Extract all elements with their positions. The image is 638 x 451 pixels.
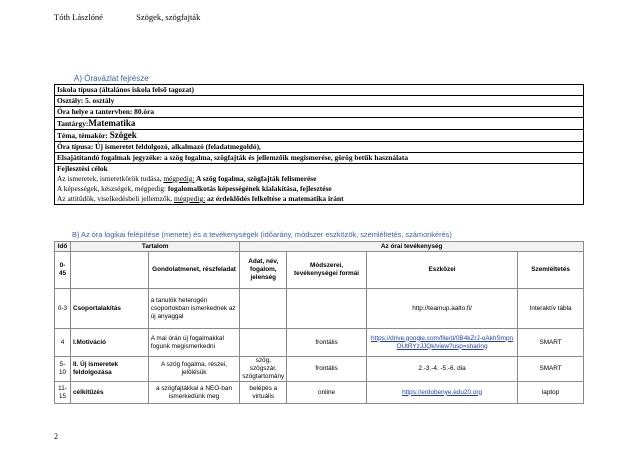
row-method: online (287, 382, 367, 404)
goal-knowledge-link: mégpedig: (163, 174, 195, 183)
row-concept: belépés a virtuális (240, 382, 287, 404)
theme-label: Téma, témakör: (57, 131, 110, 140)
table-row (55, 289, 584, 329)
table-row (55, 382, 584, 404)
lesson-place: Óra helye a tantervben: 80.óra (55, 107, 584, 118)
subject-row (55, 118, 584, 130)
goal-attitudes (55, 194, 584, 205)
goal-knowledge-text: A szög fogalma, szögfajták felismerése (194, 174, 317, 183)
subheader-method: Módszerei, tevékenységei formái (287, 252, 367, 289)
goal-knowledge (55, 174, 584, 184)
row-tools-link[interactable]: https://drive.google.com/file/d/0B4kZrJ-oAkhSmpnOUtRYzJJQk/view?usp=sharing (366, 329, 517, 357)
concepts-label: Elsajátítandó fogalmak jegyzéke: (57, 153, 163, 162)
school-type: Iskola típusa (általános iskola felső tagozat) (55, 85, 584, 96)
goal-skills-intro: A képességek, készségek, mégpedig: (57, 184, 168, 193)
row-method: frontális (287, 329, 367, 357)
row-method: frontális (287, 357, 367, 382)
row-time: 4 (55, 329, 71, 357)
theme-value: Szögek (109, 130, 137, 140)
row-tools-link[interactable]: https://erdobenye.edu20.org (366, 382, 517, 404)
subheader-tools: Eszközei (366, 252, 517, 289)
row-method (287, 289, 367, 329)
lesson-type: Óra típusa: Új ismeretet feldolgozó, alkalmazó (feladatmegoldó), (55, 142, 584, 153)
row-time: 0-3 (55, 289, 71, 329)
section-b-title: B) Az óra logikai felépítése (menete) és a tevékenységek (időarány, módszer eszközök, szemléltetés, számonkérés) (72, 230, 452, 239)
subheader-concept: Adat, név, fogalom, jelenség (240, 252, 287, 289)
plan-header-row (55, 242, 584, 252)
table-row (55, 357, 584, 382)
subheader-visual: Szemléltetés (518, 252, 584, 289)
header-content: Tartalom (70, 242, 239, 252)
plan-subheader-row (55, 252, 584, 289)
row-tools: 2.-3.-4. -5.-6. dia (366, 357, 517, 382)
goal-skills (55, 184, 584, 194)
row-concept (240, 289, 287, 329)
row-time: 11-15 (55, 382, 71, 404)
row-time: 5-10 (55, 357, 71, 382)
row-concept (240, 329, 287, 357)
goal-attitudes-link: mégpedig: (174, 194, 206, 203)
subject-value: Matematika (88, 118, 136, 128)
row-goal: a tanulók heterogén csoportokban ismerkednek az új anyaggal (148, 289, 240, 329)
document-topic: Szögek, szögfajták (136, 12, 201, 22)
row-tools: http://teamup.aalto.fi/ (366, 289, 517, 329)
row-visual: SMART (518, 329, 584, 357)
row-goal: A szög fogalma, részei, jelölésük (148, 357, 240, 382)
concepts-row (55, 153, 584, 164)
goal-skills-text: fogalomalkotás képességének kialakítása, fejlesztése (167, 184, 332, 193)
lesson-header-table (54, 84, 584, 205)
author-name: Tóth Lászlóné (54, 12, 103, 22)
row-concept: szög, szögszár, szögtartomány (240, 357, 287, 382)
class-info: Osztály: 5. osztály (55, 96, 584, 107)
goal-attitudes-intro: Az attitűdök, viselkedésbeli jellemzők, (57, 194, 174, 203)
page-header (54, 12, 200, 22)
lesson-plan-table (54, 241, 584, 404)
row-phase: II. Új ismeretek feldolgozása (70, 357, 148, 382)
goal-knowledge-intro: Az ismeretek, ismeretkörök tudása, (57, 174, 164, 183)
header-activity: Az órai tevékenység (240, 242, 584, 252)
subject-label: Tantárgy: (57, 119, 89, 128)
row-goal: A mai órán új fogalmakkal fogunk megismerkedni (148, 329, 240, 357)
goals-title: Fejlesztési célok (55, 164, 584, 175)
row-visual: laptop (518, 382, 584, 404)
table-row (55, 329, 584, 357)
goal-attitudes-text: az érdeklődés felkeltése a matematika iránt (205, 194, 344, 203)
subheader-time: 0-45 (55, 252, 71, 289)
concepts-value: a szög fogalma, szögfajták és jellemzőik megismerése, görög betűk használata (162, 153, 409, 162)
row-phase: I.Motiváció (70, 329, 148, 357)
subheader-goal: Gondolatmenet, részfeladat (148, 252, 240, 289)
row-phase: Csoportalakítás (70, 289, 148, 329)
page-number: 2 (54, 432, 58, 441)
theme-row (55, 130, 584, 142)
row-goal: a szögfajtákkal a NEO-ban ismerkedünk meg (148, 382, 240, 404)
section-a-title: A) Óravázlat fejrésze (74, 74, 149, 83)
row-visual: SMART (518, 357, 584, 382)
row-phase: célkitűzés (70, 382, 148, 404)
header-time: Idő (55, 242, 71, 252)
row-visual: Interaktív tábla (518, 289, 584, 329)
